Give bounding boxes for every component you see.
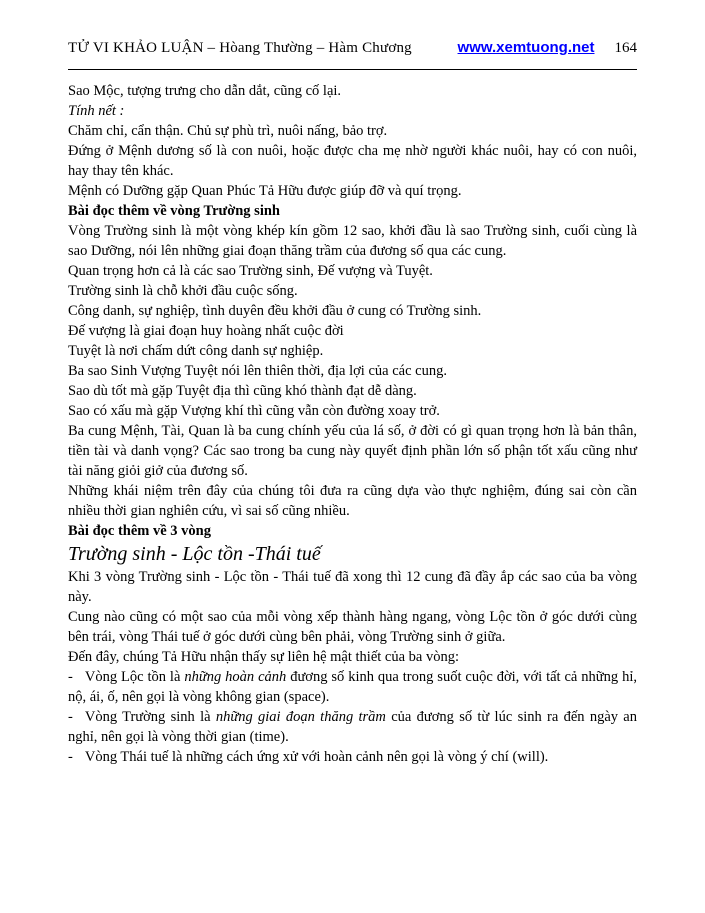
truong-sinh-line: Trường sinh là chỗ khởi đầu cuộc sống. — [68, 283, 298, 299]
truong-sinh-line: Sao dù tốt mà gặp Tuyệt địa thì cũng khó thành đạt dễ dàng. — [68, 383, 417, 399]
bullet-loc-ton — [68, 667, 637, 707]
bullet-dash: - — [68, 669, 73, 685]
paragraph-ba-cung: Ba cung Mệnh, Tài, Quan là ba cung chính yếu của lá số, ở đời có gì quan trọng hơn là bản thân, tiền tài và danh vọng? Các sao trong ba cung này quyết định phần lớn số phận tốt xấu cũng như tài năng giỏi giở của đương số. — [68, 423, 637, 479]
ba-vong-heading: Bài đọc thêm về 3 vòng — [68, 523, 211, 539]
bullet-text: của đương số từ lúc sinh ra đến ngày an nghỉ, nên gọi là vòng thời gian (time). — [68, 709, 637, 745]
paragraph-cung-nao: Cung nào cũng có một sao của mỗi vòng xếp thành hàng ngang, vòng Lộc tồn ở góc dưới cùng bên trái, vòng Thái tuế ở góc dưới cùng bên phải, vòng Trường sinh ở giữa. — [68, 609, 637, 645]
website-link[interactable]: www.xemtuong.net — [457, 39, 595, 56]
truong-sinh-heading: Bài đọc thêm về vòng Trường sinh — [68, 203, 280, 219]
bullet-text: Vòng Trường sinh là — [84, 709, 216, 725]
bullet-truong-sinh — [68, 707, 637, 747]
bullet-dash: - — [68, 749, 73, 765]
book-title: TỬ VI KHẢO LUẬN – Hòang Thường – Hàm Chương — [68, 40, 412, 56]
paragraph-khai-niem: Những khái niệm trên đây của chúng tôi đưa ra cũng dựa vào thực nghiệm, đúng sai còn cần nhiều thời gian nghiên cứu, vì sai số cũng nhiều. — [68, 483, 637, 519]
truong-sinh-line: Quan trọng hơn cả là các sao Trường sinh, Đế vượng và Tuyệt. — [68, 263, 433, 279]
bullet-italic-text: những hoàn cảnh — [184, 669, 287, 685]
truong-sinh-line: Tuyệt là nơi chấm dứt công danh sự nghiệp. — [68, 343, 324, 359]
bullet-text: Vòng Thái tuế là những cách ứng xử với hoàn cảnh nên gọi là vòng ý chí (will). — [84, 749, 549, 765]
paragraph-den-day: Đến đây, chúng Tả Hữu nhận thấy sự liên hệ mật thiết của ba vòng: — [68, 649, 460, 665]
bullet-text: Vòng Lộc tồn là — [84, 669, 185, 685]
truong-sinh-line: Đế vượng là giai đoạn huy hoàng nhất cuộc đời — [68, 323, 344, 339]
ba-vong-subtitle: Trường sinh - Lộc tồn -Thái tuế — [68, 543, 321, 565]
tinh-net-heading: Tính nết : — [68, 103, 125, 119]
truong-sinh-line: Ba sao Sinh Vượng Tuyệt nói lên thiên thời, địa lợi của các cung. — [68, 363, 447, 379]
bullet-dash: - — [68, 709, 73, 725]
truong-sinh-intro: Vòng Trường sinh là một vòng khép kín gồm 12 sao, khởi đầu là sao Trường sinh, cuối cùng là sao Dưỡng, nói lên những giai đoạn thăng trầm của đương số qua các cung. — [68, 223, 637, 259]
bullet-italic-text: những giai đoạn thăng trầm — [215, 709, 386, 725]
paragraph-sao-moc: Sao Mộc, tượng trưng cho dẫn dắt, cũng cố lại. — [68, 83, 342, 99]
tinh-net-line-3: Mệnh có Dưỡng gặp Quan Phúc Tả Hữu được giúp đỡ và quí trọng. — [68, 183, 462, 199]
bullet-text: đương số kinh qua trong suốt cuộc đời, với tất cả những hỉ, nộ, ái, ố, nên gọi là vòng không gian (space). — [68, 669, 637, 705]
page-header — [68, 38, 637, 70]
tinh-net-line-2: Đứng ở Mệnh dương số là con nuôi, hoặc được cha mẹ nhờ người khác nuôi, hay có con nuôi, hay thay tên khác. — [68, 143, 637, 179]
page-content — [68, 70, 637, 767]
page-number: 164 — [614, 40, 637, 56]
ba-vong-intro: Khi 3 vòng Trường sinh - Lộc tồn - Thái tuế đã xong thì 12 cung đã đầy ắp các sao của ba vòng này. — [68, 569, 637, 605]
truong-sinh-line: Công danh, sự nghiệp, tình duyên đều khởi đầu ở cung có Trường sinh. — [68, 303, 482, 319]
tinh-net-line-1: Chăm chỉ, cẩn thận. Chủ sự phù trì, nuôi nấng, bảo trợ. — [68, 123, 388, 139]
truong-sinh-line: Sao có xấu mà gặp Vượng khí thì cũng vẫn còn đường xoay trở. — [68, 403, 440, 419]
bullet-thai-tue — [68, 747, 637, 767]
